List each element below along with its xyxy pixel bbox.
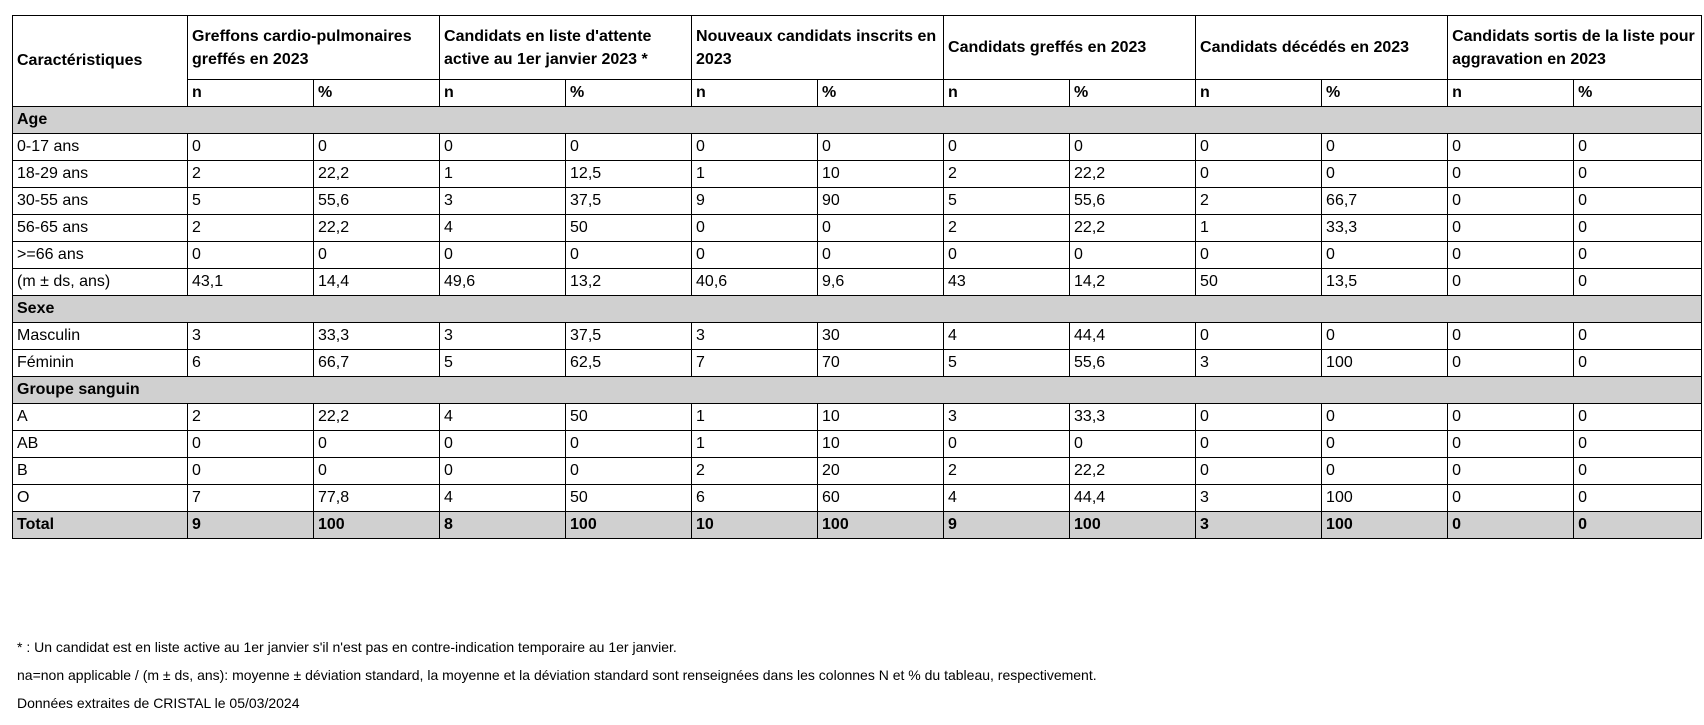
total-pct: 100 — [566, 512, 692, 539]
header-row-units — [13, 80, 1702, 107]
total-pct: 100 — [1070, 512, 1196, 539]
cell-pct: 0 — [1574, 431, 1702, 458]
cell-n: 6 — [692, 485, 818, 512]
cell-n: 0 — [1448, 323, 1574, 350]
header-n: n — [692, 80, 818, 107]
cell-n: 0 — [692, 134, 818, 161]
cell-pct: 14,2 — [1070, 269, 1196, 296]
cell-n: 50 — [1196, 269, 1322, 296]
cell-pct: 0 — [1322, 134, 1448, 161]
section-title: Groupe sanguin — [13, 377, 1702, 404]
row-label: (m ± ds, ans) — [13, 269, 188, 296]
cell-n: 43 — [944, 269, 1070, 296]
cell-n: 3 — [440, 323, 566, 350]
cell-pct: 22,2 — [314, 161, 440, 188]
cell-pct: 44,4 — [1070, 323, 1196, 350]
cell-pct: 50 — [566, 485, 692, 512]
footnote-source: Données extraites de CRISTAL le 05/03/2024 — [17, 695, 300, 711]
cell-n: 0 — [1448, 485, 1574, 512]
total-pct: 0 — [1574, 512, 1702, 539]
cell-n: 0 — [944, 242, 1070, 269]
row-label: 0-17 ans — [13, 134, 188, 161]
cell-pct: 0 — [566, 458, 692, 485]
cell-pct: 30 — [818, 323, 944, 350]
total-n: 9 — [944, 512, 1070, 539]
cell-pct: 55,6 — [314, 188, 440, 215]
cell-n: 0 — [188, 134, 314, 161]
cell-n: 7 — [692, 350, 818, 377]
total-pct: 100 — [818, 512, 944, 539]
section-title: Sexe — [13, 296, 1702, 323]
cell-n: 0 — [1196, 161, 1322, 188]
cell-n: 0 — [1196, 134, 1322, 161]
cell-n: 0 — [1196, 404, 1322, 431]
header-pct: % — [818, 80, 944, 107]
cell-pct: 22,2 — [1070, 215, 1196, 242]
cell-pct: 0 — [1574, 188, 1702, 215]
cell-pct: 0 — [314, 431, 440, 458]
row-label: AB — [13, 431, 188, 458]
cell-pct: 0 — [818, 215, 944, 242]
cell-pct: 0 — [566, 242, 692, 269]
cell-pct: 77,8 — [314, 485, 440, 512]
table-row — [13, 242, 1702, 269]
cell-n: 2 — [944, 161, 1070, 188]
cell-n: 0 — [440, 242, 566, 269]
cell-n: 0 — [188, 458, 314, 485]
row-label: Masculin — [13, 323, 188, 350]
header-pct: % — [314, 80, 440, 107]
cell-pct: 22,2 — [314, 404, 440, 431]
row-label: >=66 ans — [13, 242, 188, 269]
table-row — [13, 485, 1702, 512]
cell-pct: 0 — [1574, 161, 1702, 188]
cell-n: 0 — [1196, 323, 1322, 350]
row-label: 30-55 ans — [13, 188, 188, 215]
cell-pct: 0 — [818, 242, 944, 269]
header-pct: % — [1070, 80, 1196, 107]
cell-pct: 0 — [1322, 458, 1448, 485]
cell-pct: 60 — [818, 485, 944, 512]
cell-pct: 55,6 — [1070, 188, 1196, 215]
header-group-removed: Candidats sortis de la liste pour aggravation en 2023 — [1448, 16, 1702, 80]
cell-n: 2 — [944, 458, 1070, 485]
cell-n: 4 — [944, 485, 1070, 512]
cell-n: 6 — [188, 350, 314, 377]
cell-pct: 50 — [566, 404, 692, 431]
cell-n: 0 — [1448, 215, 1574, 242]
header-pct: % — [566, 80, 692, 107]
cell-pct: 0 — [566, 431, 692, 458]
cell-n: 1 — [692, 404, 818, 431]
cell-pct: 55,6 — [1070, 350, 1196, 377]
total-label: Total — [13, 512, 188, 539]
table-row — [13, 431, 1702, 458]
cell-pct: 10 — [818, 431, 944, 458]
row-label: O — [13, 485, 188, 512]
cell-n: 4 — [440, 485, 566, 512]
header-group-grafted: Candidats greffés en 2023 — [944, 16, 1196, 80]
cell-pct: 0 — [1574, 242, 1702, 269]
cell-n: 2 — [1196, 188, 1322, 215]
cell-pct: 0 — [1574, 134, 1702, 161]
header-n: n — [440, 80, 566, 107]
cell-pct: 90 — [818, 188, 944, 215]
cell-n: 7 — [188, 485, 314, 512]
cell-pct: 0 — [1574, 269, 1702, 296]
header-row-groups — [13, 16, 1702, 80]
cell-n: 0 — [1196, 431, 1322, 458]
cell-pct: 0 — [314, 134, 440, 161]
cell-n: 1 — [440, 161, 566, 188]
cell-pct: 12,5 — [566, 161, 692, 188]
cell-pct: 33,3 — [1322, 215, 1448, 242]
header-n: n — [1196, 80, 1322, 107]
cell-pct: 0 — [818, 134, 944, 161]
cell-pct: 0 — [1574, 485, 1702, 512]
cell-pct: 0 — [1322, 161, 1448, 188]
total-pct: 100 — [314, 512, 440, 539]
cell-pct: 22,2 — [314, 215, 440, 242]
section-row — [13, 377, 1702, 404]
cell-n: 0 — [692, 242, 818, 269]
cell-n: 0 — [1448, 188, 1574, 215]
section-row — [13, 107, 1702, 134]
total-n: 8 — [440, 512, 566, 539]
cell-n: 0 — [440, 458, 566, 485]
cell-n: 0 — [1448, 350, 1574, 377]
cell-n: 4 — [440, 215, 566, 242]
table-row — [13, 350, 1702, 377]
cell-n: 0 — [440, 134, 566, 161]
cell-pct: 44,4 — [1070, 485, 1196, 512]
cell-pct: 14,4 — [314, 269, 440, 296]
cell-n: 5 — [188, 188, 314, 215]
cell-pct: 10 — [818, 404, 944, 431]
cell-n: 2 — [188, 215, 314, 242]
cell-n: 4 — [944, 323, 1070, 350]
cell-n: 0 — [1448, 161, 1574, 188]
cell-n: 2 — [188, 161, 314, 188]
cell-n: 0 — [440, 431, 566, 458]
cell-n: 5 — [944, 350, 1070, 377]
cell-pct: 0 — [1322, 431, 1448, 458]
cell-pct: 50 — [566, 215, 692, 242]
cell-pct: 20 — [818, 458, 944, 485]
cell-pct: 0 — [1070, 134, 1196, 161]
cell-pct: 0 — [314, 458, 440, 485]
cell-n: 0 — [1448, 404, 1574, 431]
cell-n: 3 — [692, 323, 818, 350]
cell-n: 4 — [440, 404, 566, 431]
cell-pct: 0 — [1574, 458, 1702, 485]
cell-pct: 10 — [818, 161, 944, 188]
cell-n: 1 — [692, 161, 818, 188]
cell-pct: 0 — [1322, 242, 1448, 269]
table-row — [13, 161, 1702, 188]
row-label: 56-65 ans — [13, 215, 188, 242]
header-group-waiting-list: Candidats en liste d'attente active au 1er janvier 2023 * — [440, 16, 692, 80]
cell-pct: 22,2 — [1070, 458, 1196, 485]
cell-n: 3 — [440, 188, 566, 215]
section-row — [13, 296, 1702, 323]
total-n: 9 — [188, 512, 314, 539]
header-group-deceased: Candidats décédés en 2023 — [1196, 16, 1448, 80]
table-row — [13, 188, 1702, 215]
cell-n: 1 — [692, 431, 818, 458]
cell-pct: 62,5 — [566, 350, 692, 377]
cell-n: 2 — [692, 458, 818, 485]
footnote-active-list: * : Un candidat est en liste active au 1er janvier s'il n'est pas en contre-indication temporaire au 1er janvier. — [17, 639, 677, 655]
cell-n: 0 — [944, 134, 1070, 161]
section-title: Age — [13, 107, 1702, 134]
footnote-definitions: na=non applicable / (m ± ds, ans): moyenne ± déviation standard, la moyenne et la déviation standard sont renseignées dans les colonnes N et % du tableau, respectivement. — [17, 667, 1097, 683]
cell-pct: 0 — [1574, 323, 1702, 350]
cell-n: 3 — [944, 404, 1070, 431]
cell-n: 2 — [944, 215, 1070, 242]
cell-n: 0 — [1448, 269, 1574, 296]
cell-pct: 0 — [1574, 404, 1702, 431]
cell-n: 9 — [692, 188, 818, 215]
cell-pct: 100 — [1322, 350, 1448, 377]
cell-n: 0 — [944, 431, 1070, 458]
cell-n: 0 — [188, 431, 314, 458]
table-row — [13, 323, 1702, 350]
header-pct: % — [1322, 80, 1448, 107]
table-row — [13, 134, 1702, 161]
cell-n: 0 — [1448, 242, 1574, 269]
cell-pct: 66,7 — [1322, 188, 1448, 215]
header-n: n — [944, 80, 1070, 107]
cell-pct: 0 — [1574, 215, 1702, 242]
cell-pct: 9,6 — [818, 269, 944, 296]
total-n: 0 — [1448, 512, 1574, 539]
cell-pct: 22,2 — [1070, 161, 1196, 188]
cell-pct: 0 — [1070, 242, 1196, 269]
cell-n: 0 — [1448, 458, 1574, 485]
header-n: n — [1448, 80, 1574, 107]
row-label: Féminin — [13, 350, 188, 377]
cell-pct: 0 — [1322, 323, 1448, 350]
cell-n: 3 — [1196, 485, 1322, 512]
row-label: B — [13, 458, 188, 485]
cell-n: 2 — [188, 404, 314, 431]
cell-pct: 0 — [314, 242, 440, 269]
cell-pct: 100 — [1322, 485, 1448, 512]
row-label: A — [13, 404, 188, 431]
header-group-grafts: Greffons cardio-pulmonaires greffés en 2023 — [188, 16, 440, 80]
cell-pct: 0 — [566, 134, 692, 161]
header-group-new-candidates: Nouveaux candidats inscrits en 2023 — [692, 16, 944, 80]
cell-pct: 37,5 — [566, 188, 692, 215]
total-row — [13, 512, 1702, 539]
header-n: n — [188, 80, 314, 107]
cell-n: 0 — [1196, 458, 1322, 485]
cell-n: 0 — [692, 215, 818, 242]
cell-n: 3 — [188, 323, 314, 350]
row-label: 18-29 ans — [13, 161, 188, 188]
table-row — [13, 458, 1702, 485]
footnotes — [17, 633, 1097, 717]
cell-n: 1 — [1196, 215, 1322, 242]
header-characteristics: Caractéristiques — [13, 16, 188, 107]
cell-n: 0 — [188, 242, 314, 269]
table-row — [13, 269, 1702, 296]
cell-n: 3 — [1196, 350, 1322, 377]
total-pct: 100 — [1322, 512, 1448, 539]
cell-pct: 0 — [1070, 431, 1196, 458]
cell-n: 0 — [1196, 242, 1322, 269]
data-table — [12, 15, 1702, 539]
table-row — [13, 215, 1702, 242]
cell-n: 49,6 — [440, 269, 566, 296]
table-row — [13, 404, 1702, 431]
table-body — [13, 107, 1702, 539]
total-n: 10 — [692, 512, 818, 539]
cell-pct: 13,2 — [566, 269, 692, 296]
cell-pct: 13,5 — [1322, 269, 1448, 296]
cell-n: 0 — [1448, 134, 1574, 161]
cell-n: 5 — [440, 350, 566, 377]
cell-n: 0 — [1448, 431, 1574, 458]
cell-pct: 33,3 — [314, 323, 440, 350]
header-pct: % — [1574, 80, 1702, 107]
cell-pct: 0 — [1574, 350, 1702, 377]
cell-pct: 33,3 — [1070, 404, 1196, 431]
cell-n: 43,1 — [188, 269, 314, 296]
total-n: 3 — [1196, 512, 1322, 539]
cell-pct: 0 — [1322, 404, 1448, 431]
cell-n: 40,6 — [692, 269, 818, 296]
cell-n: 5 — [944, 188, 1070, 215]
cell-pct: 70 — [818, 350, 944, 377]
cell-pct: 37,5 — [566, 323, 692, 350]
cell-pct: 66,7 — [314, 350, 440, 377]
